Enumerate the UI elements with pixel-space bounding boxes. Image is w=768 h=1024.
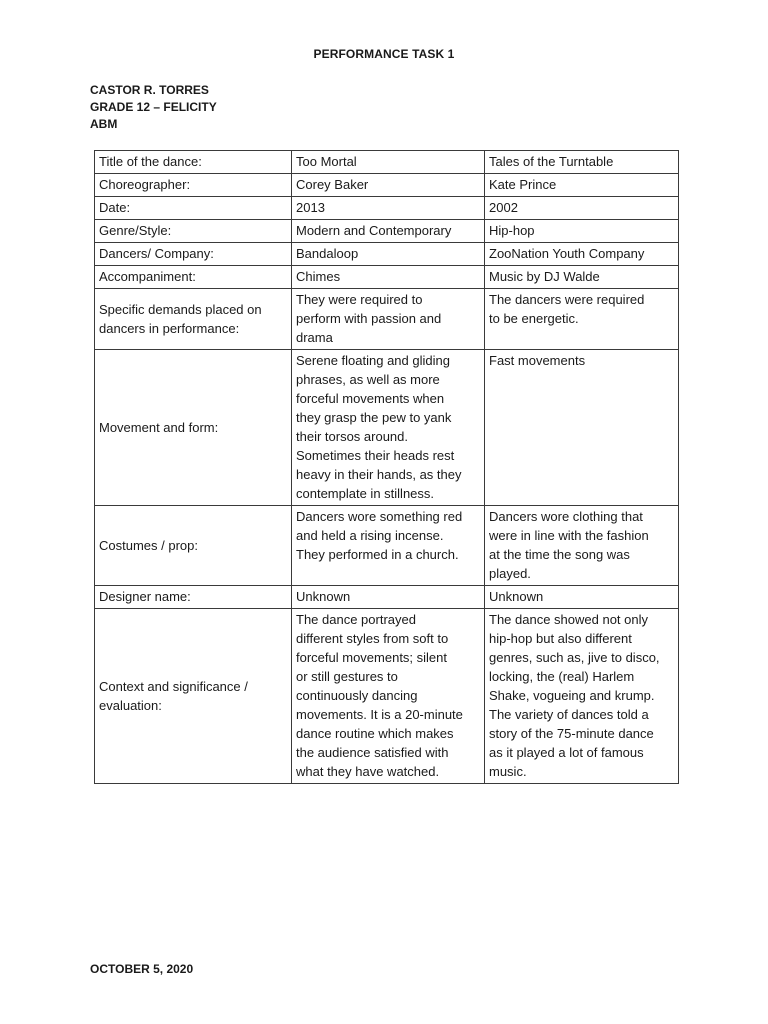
- row-label: [95, 220, 292, 243]
- cell-too-mortal: [292, 197, 485, 220]
- cell-tales-of-the-turntable: [485, 174, 679, 197]
- cell-tales-of-the-turntable: [485, 289, 679, 350]
- cell-too-mortal: [292, 220, 485, 243]
- row-label-text: Movement and form:: [99, 419, 219, 435]
- row-label-text: Date:: [99, 200, 131, 215]
- document-date: OCTOBER 5, 2020: [90, 962, 194, 976]
- row-label: [95, 289, 292, 350]
- cell-too-mortal: [292, 350, 485, 506]
- row-label-text: Costumes / prop:: [99, 537, 198, 553]
- cell-tales-of-the-turntable: [485, 220, 679, 243]
- cell-too-mortal-text: Chimes: [296, 269, 341, 284]
- row-label: [95, 586, 292, 609]
- cell-tales-of-the-turntable-text: The dance showed not only hip-hop but also different genres, such as, jive to disco, locking, the (real) Harlem Shake, vogueing and krump. The variety of dances told a story of the 75-minute dance as it played a lot of famous music.: [489, 612, 660, 779]
- row-label-text: Title of the dance:: [99, 154, 202, 169]
- row-label: [95, 506, 292, 586]
- row-label-text: Choreographer:: [99, 177, 191, 192]
- cell-tales-of-the-turntable-text: The dancers were required to be energetic.: [489, 292, 645, 326]
- table-row: [95, 586, 679, 609]
- row-label-text: Dancers/ Company:: [99, 246, 214, 261]
- student-grade-section: GRADE 12 – FELICITY: [90, 100, 217, 114]
- table-row: [95, 243, 679, 266]
- student-name: CASTOR R. TORRES: [90, 83, 209, 97]
- table-row: [95, 289, 679, 350]
- cell-tales-of-the-turntable-text: Tales of the Turntable: [489, 154, 614, 169]
- cell-too-mortal-text: 2013: [296, 200, 325, 215]
- cell-too-mortal-text: Corey Baker: [296, 177, 369, 192]
- cell-tales-of-the-turntable-text: Fast movements: [489, 353, 586, 368]
- dance-comparison-table: [94, 150, 679, 784]
- cell-tales-of-the-turntable: [485, 609, 679, 784]
- cell-tales-of-the-turntable-text: Dancers wore clothing that were in line with the fashion at the time the song was played.: [489, 509, 649, 581]
- cell-too-mortal: [292, 266, 485, 289]
- student-info: [90, 82, 217, 133]
- row-label: [95, 266, 292, 289]
- cell-too-mortal: [292, 151, 485, 174]
- cell-tales-of-the-turntable-text: Unknown: [489, 589, 544, 604]
- cell-tales-of-the-turntable: [485, 586, 679, 609]
- cell-tales-of-the-turntable-text: 2002: [489, 200, 518, 215]
- cell-too-mortal: [292, 506, 485, 586]
- cell-too-mortal-text: They were required to perform with passion and drama: [296, 292, 442, 345]
- table-row: [95, 174, 679, 197]
- cell-too-mortal: [292, 174, 485, 197]
- cell-tales-of-the-turntable: [485, 266, 679, 289]
- row-label-text: Specific demands placed on dancers in performance:: [99, 301, 262, 336]
- cell-tales-of-the-turntable: [485, 243, 679, 266]
- table-row: [95, 350, 679, 506]
- row-label: [95, 197, 292, 220]
- cell-too-mortal: [292, 289, 485, 350]
- cell-tales-of-the-turntable-text: Hip-hop: [489, 223, 535, 238]
- cell-too-mortal: [292, 609, 485, 784]
- table-row: [95, 609, 679, 784]
- cell-tales-of-the-turntable: [485, 197, 679, 220]
- table-body: [95, 151, 679, 784]
- row-label-text: Designer name:: [99, 589, 191, 604]
- cell-too-mortal-text: Unknown: [296, 589, 351, 604]
- row-label: [95, 350, 292, 506]
- row-label: [95, 609, 292, 784]
- cell-too-mortal-text: Dancers wore something red and held a rising incense. They performed in a church.: [296, 509, 463, 562]
- table-row: [95, 220, 679, 243]
- row-label: [95, 243, 292, 266]
- cell-tales-of-the-turntable-text: ZooNation Youth Company: [489, 246, 645, 261]
- cell-too-mortal-text: Modern and Contemporary: [296, 223, 452, 238]
- cell-tales-of-the-turntable: [485, 151, 679, 174]
- document-title: PERFORMANCE TASK 1: [313, 47, 455, 61]
- row-label-text: Genre/Style:: [99, 223, 172, 238]
- cell-too-mortal: [292, 243, 485, 266]
- row-label-text: Context and significance / evaluation:: [99, 678, 248, 713]
- cell-too-mortal-text: The dance portrayed different styles from soft to forceful movements; silent or still gestures to continuously dancing movements. It is a 20-minute dance routine which makes the audience satisfied with what they have watched.: [296, 612, 463, 779]
- row-label-text: Accompaniment:: [99, 269, 196, 284]
- cell-too-mortal-text: Bandaloop: [296, 246, 359, 261]
- row-label: [95, 151, 292, 174]
- table-row: [95, 266, 679, 289]
- cell-tales-of-the-turntable-text: Music by DJ Walde: [489, 269, 600, 284]
- cell-tales-of-the-turntable: [485, 506, 679, 586]
- cell-tales-of-the-turntable: [485, 350, 679, 506]
- cell-too-mortal: [292, 586, 485, 609]
- cell-tales-of-the-turntable-text: Kate Prince: [489, 177, 557, 192]
- row-label: [95, 174, 292, 197]
- cell-too-mortal-text: Serene floating and gliding phrases, as well as more forceful movements when they grasp the pew to yank their torsos around. Sometimes their heads rest heavy in their hands, as they contemplate in stillness.: [296, 353, 462, 501]
- table-row: [95, 151, 679, 174]
- table-row: [95, 197, 679, 220]
- student-strand: ABM: [90, 117, 118, 131]
- table-row: [95, 506, 679, 586]
- cell-too-mortal-text: Too Mortal: [296, 154, 357, 169]
